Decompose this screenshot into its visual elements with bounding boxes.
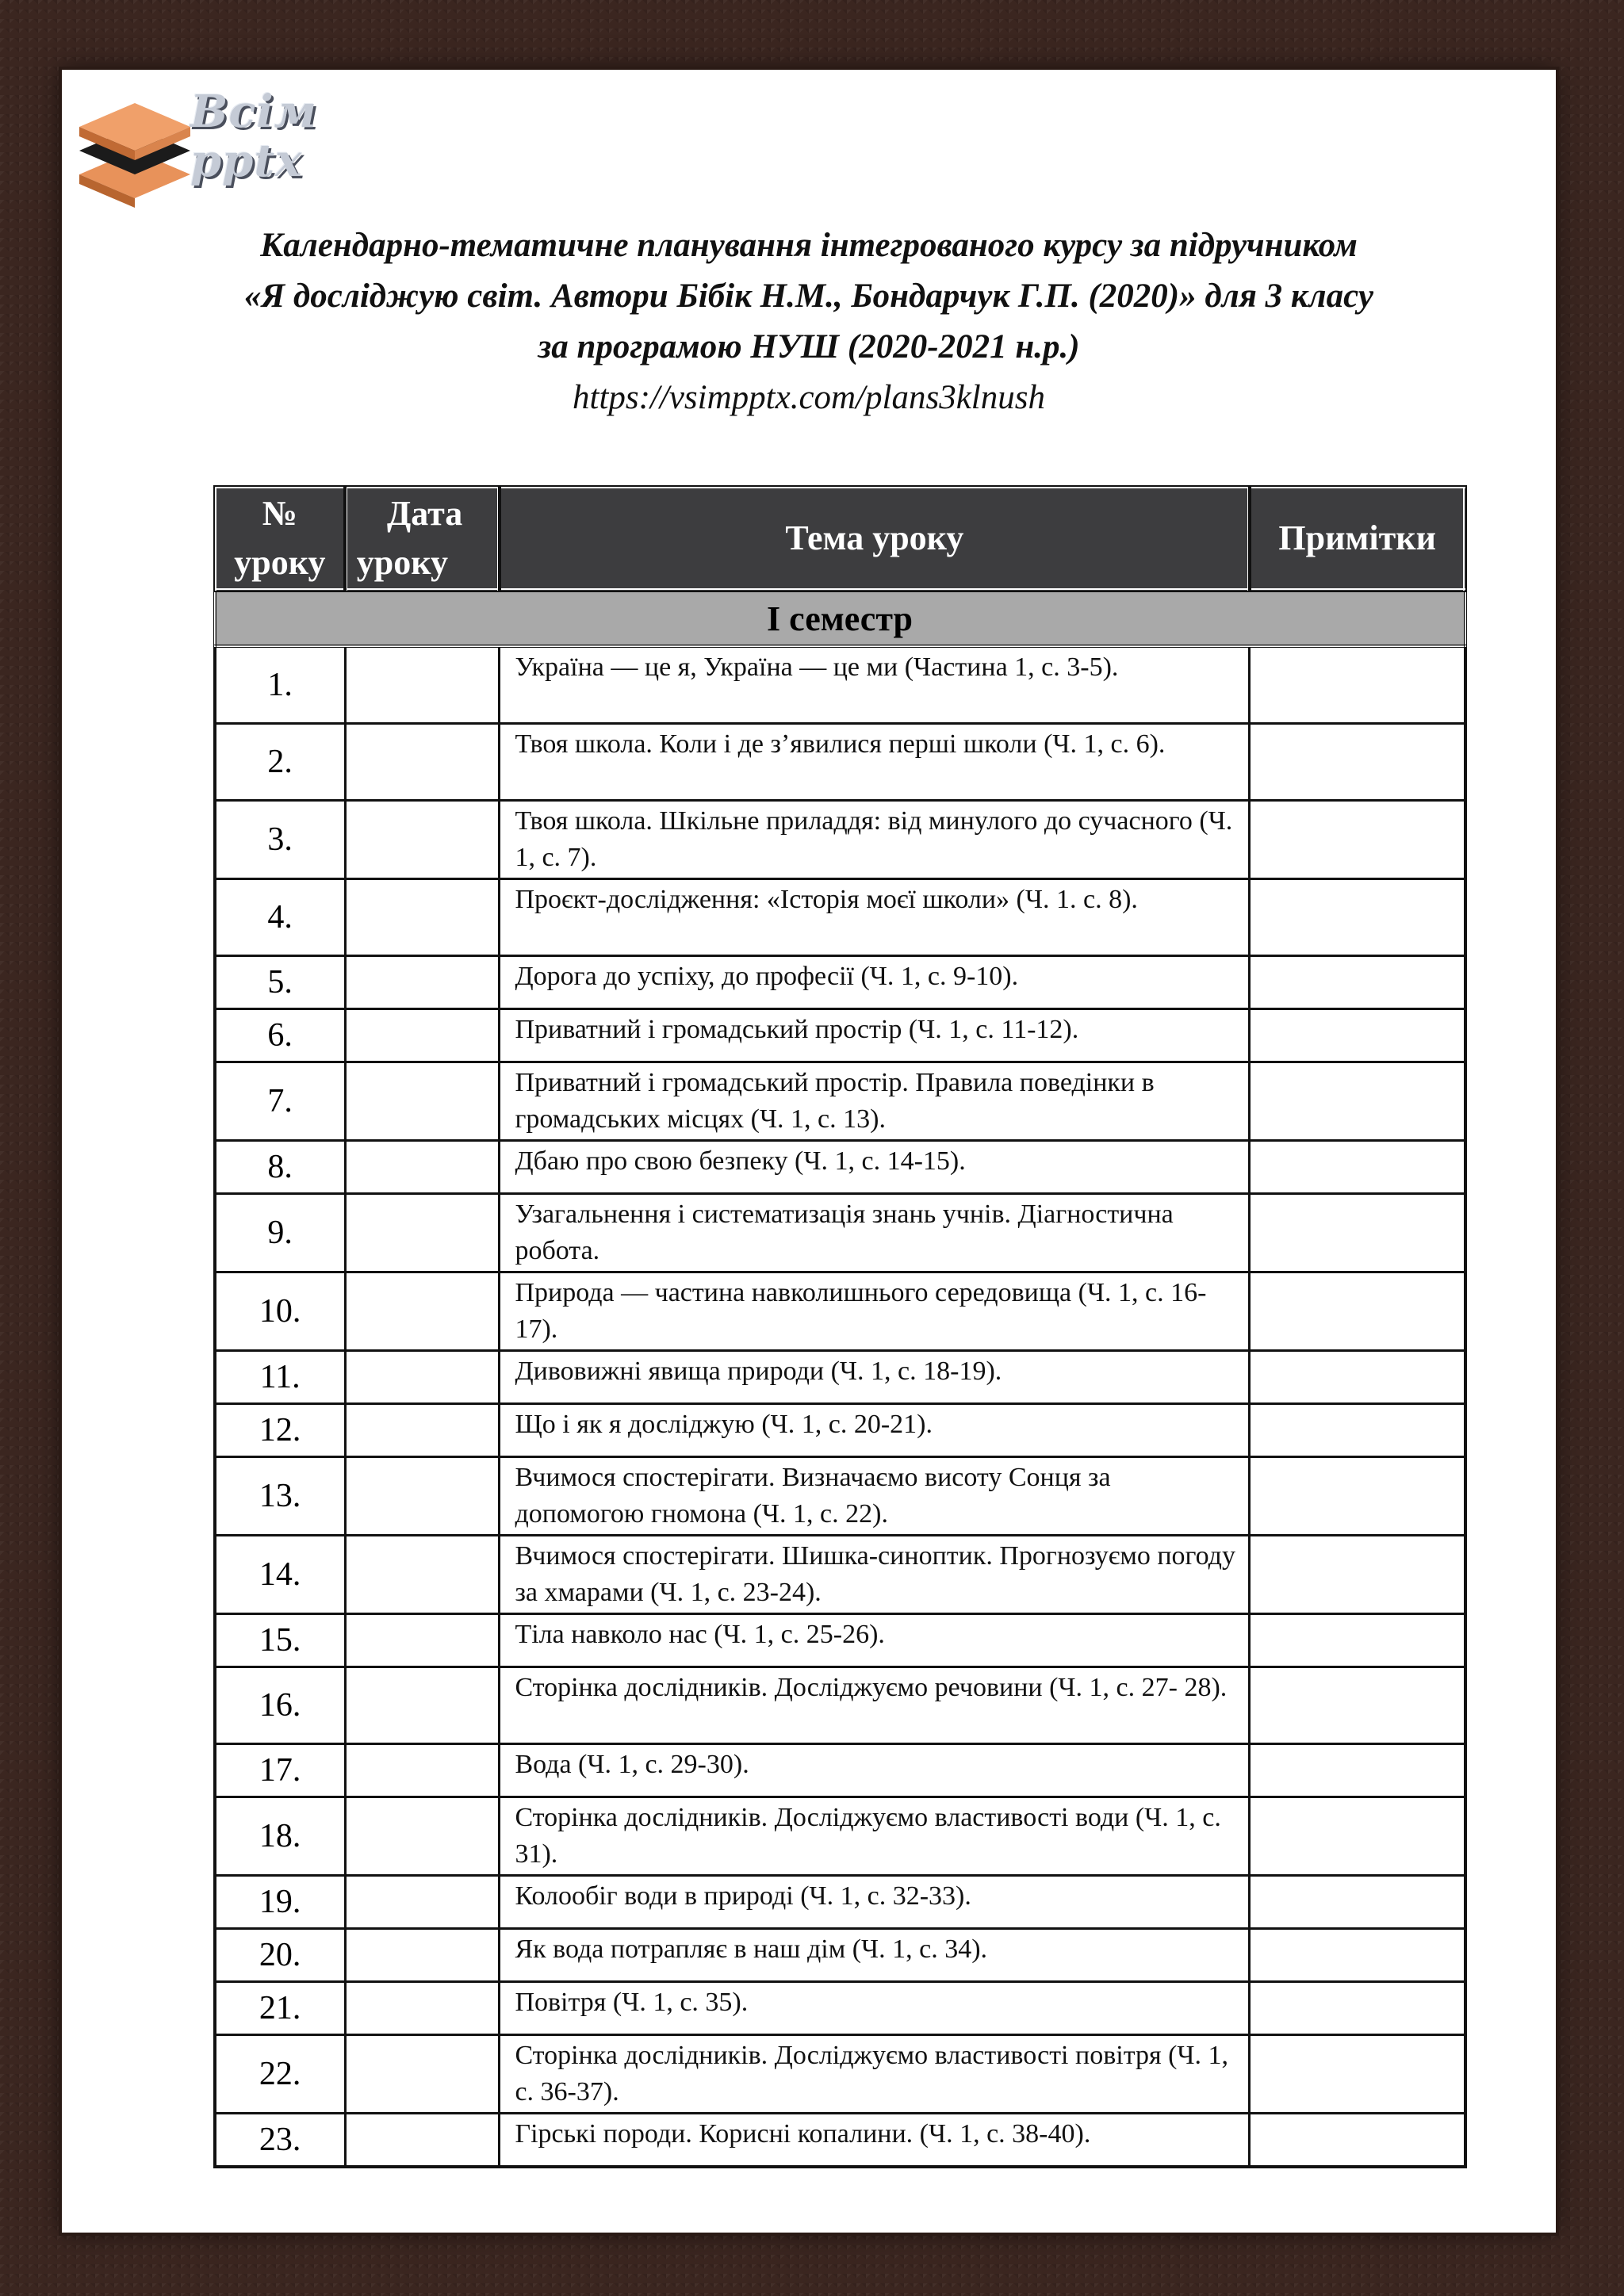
lesson-date-cell[interactable] — [345, 1272, 500, 1351]
lesson-topic-cell: Сторінка дослідників. Досліджуємо властивості води (Ч. 1, с. 31). — [500, 1797, 1250, 1876]
header-lesson-date: Дата уроку — [345, 487, 500, 591]
table-row — [215, 1982, 1465, 2035]
lesson-notes-cell[interactable] — [1250, 2035, 1465, 2114]
lesson-number-cell: 13. — [215, 1457, 346, 1536]
table-row — [215, 2114, 1465, 2168]
lesson-number-cell: 19. — [215, 1876, 346, 1929]
lesson-date-cell[interactable] — [345, 2114, 500, 2168]
lesson-date-cell[interactable] — [345, 956, 500, 1009]
lesson-notes-cell[interactable] — [1250, 879, 1465, 956]
table-row — [215, 956, 1465, 1009]
lesson-date-cell[interactable] — [345, 1876, 500, 1929]
lesson-topic-cell: Тіла навколо нас (Ч. 1, с. 25-26). — [500, 1614, 1250, 1667]
document-heading — [62, 220, 1556, 423]
table-row — [215, 2035, 1465, 2114]
table-row — [215, 1062, 1465, 1141]
lesson-number-cell: 18. — [215, 1797, 346, 1876]
lesson-topic-cell: Дивовижні явища природи (Ч. 1, с. 18-19). — [500, 1351, 1250, 1404]
lesson-topic-cell: Як вода потрапляє в наш дім (Ч. 1, с. 34). — [500, 1929, 1250, 1982]
lesson-number-cell: 10. — [215, 1272, 346, 1351]
heading-line-1: Календарно-тематичне планування інтегрованого курсу за підручником — [260, 227, 1358, 264]
lesson-notes-cell[interactable] — [1250, 1982, 1465, 2035]
table-row — [215, 1614, 1465, 1667]
lesson-date-cell[interactable] — [345, 1009, 500, 1062]
lesson-topic-cell: Твоя школа. Шкільне приладдя: від минулого до сучасного (Ч. 1, с. 7). — [500, 801, 1250, 879]
document-page — [62, 70, 1556, 2233]
heading-line-3: за програмою НУШ (2020-2021 н.р.) — [538, 328, 1080, 365]
lesson-date-cell[interactable] — [345, 1194, 500, 1272]
lesson-notes-cell[interactable] — [1250, 1351, 1465, 1404]
lesson-number-cell: 12. — [215, 1404, 346, 1457]
lesson-date-cell[interactable] — [345, 1614, 500, 1667]
lesson-notes-cell[interactable] — [1250, 2114, 1465, 2168]
lesson-topic-cell: Колообіг води в природі (Ч. 1, с. 32-33). — [500, 1876, 1250, 1929]
table-row — [215, 1876, 1465, 1929]
lesson-notes-cell[interactable] — [1250, 1536, 1465, 1614]
header-lesson-topic: Тема уроку — [500, 487, 1250, 591]
lesson-date-cell[interactable] — [345, 1929, 500, 1982]
logo-wordmark: Всім pptx — [190, 86, 317, 187]
lesson-notes-cell[interactable] — [1250, 1744, 1465, 1797]
lesson-topic-cell: Приватний і громадський простір. Правила поведінки в громадських місцях (Ч. 1, с. 13). — [500, 1062, 1250, 1141]
table-row — [215, 1457, 1465, 1536]
semester-row — [215, 591, 1465, 647]
lesson-date-cell[interactable] — [345, 879, 500, 956]
lesson-notes-cell[interactable] — [1250, 646, 1465, 724]
table-header-row — [215, 487, 1465, 591]
lesson-date-cell[interactable] — [345, 1457, 500, 1536]
lesson-topic-cell: Приватний і громадський простір (Ч. 1, с. 11-12). — [500, 1009, 1250, 1062]
lesson-number-cell: 23. — [215, 2114, 346, 2168]
semester-label: І семестр — [215, 591, 1465, 647]
lesson-notes-cell[interactable] — [1250, 956, 1465, 1009]
lesson-topic-cell: Проєкт-дослідження: «Історія моєї школи» (Ч. 1. с. 8). — [500, 879, 1250, 956]
lesson-topic-cell: Узагальнення і систематизація знань учнів. Діагностична робота. — [500, 1194, 1250, 1272]
lesson-topic-cell: Повітря (Ч. 1, с. 35). — [500, 1982, 1250, 2035]
lesson-number-cell: 15. — [215, 1614, 346, 1667]
lesson-number-cell: 16. — [215, 1667, 346, 1744]
lesson-number-cell: 5. — [215, 956, 346, 1009]
table-row — [215, 1536, 1465, 1614]
lesson-number-cell: 3. — [215, 801, 346, 879]
lesson-notes-cell[interactable] — [1250, 1062, 1465, 1141]
heading-line-2: «Я досліджую світ. Автори Бібік Н.М., Бондарчук Г.П. (2020)» для 3 класу — [244, 277, 1373, 315]
lesson-notes-cell[interactable] — [1250, 1272, 1465, 1351]
table-row — [215, 1797, 1465, 1876]
table-row — [215, 879, 1465, 956]
lesson-topic-cell: Природа — частина навколишнього середовища (Ч. 1, с. 16-17). — [500, 1272, 1250, 1351]
lesson-number-cell: 6. — [215, 1009, 346, 1062]
table-row — [215, 1667, 1465, 1744]
lesson-topic-cell: Вчимося спостерігати. Шишка-синоптик. Прогнозуємо погоду за хмарами (Ч. 1, с. 23-24). — [500, 1536, 1250, 1614]
table-row — [215, 801, 1465, 879]
lesson-date-cell[interactable] — [345, 1062, 500, 1141]
lesson-topic-cell: Вчимося спостерігати. Визначаємо висоту Сонця за допомогою гномона (Ч. 1, с. 22). — [500, 1457, 1250, 1536]
lesson-date-cell[interactable] — [345, 1141, 500, 1194]
lesson-date-cell[interactable] — [345, 1351, 500, 1404]
lesson-number-cell: 7. — [215, 1062, 346, 1141]
lesson-date-cell[interactable] — [345, 2035, 500, 2114]
site-logo[interactable] — [71, 79, 333, 214]
lesson-number-cell: 2. — [215, 724, 346, 801]
lesson-number-cell: 9. — [215, 1194, 346, 1272]
lesson-date-cell[interactable] — [345, 1536, 500, 1614]
lesson-topic-cell: Дбаю про свою безпеку (Ч. 1, с. 14-15). — [500, 1141, 1250, 1194]
lesson-notes-cell[interactable] — [1250, 801, 1465, 879]
lesson-topic-cell: Сторінка дослідників. Досліджуємо властивості повітря (Ч. 1, с. 36-37). — [500, 2035, 1250, 2114]
lesson-number-cell: 17. — [215, 1744, 346, 1797]
lesson-notes-cell[interactable] — [1250, 1404, 1465, 1457]
lesson-topic-cell: Вода (Ч. 1, с. 29-30). — [500, 1744, 1250, 1797]
lesson-notes-cell[interactable] — [1250, 1667, 1465, 1744]
table-row — [215, 646, 1465, 724]
lesson-topic-cell: Дорога до успіху, до професії (Ч. 1, с. 9-10). — [500, 956, 1250, 1009]
lesson-number-cell: 11. — [215, 1351, 346, 1404]
lesson-date-cell[interactable] — [345, 1404, 500, 1457]
lesson-date-cell[interactable] — [345, 1982, 500, 2035]
stacked-layers-icon — [71, 87, 198, 222]
lesson-topic-cell: Що і як я досліджую (Ч. 1, с. 20-21). — [500, 1404, 1250, 1457]
lesson-number-cell: 14. — [215, 1536, 346, 1614]
lesson-number-cell: 8. — [215, 1141, 346, 1194]
lesson-notes-cell[interactable] — [1250, 1457, 1465, 1536]
table-row — [215, 1744, 1465, 1797]
lesson-number-cell: 4. — [215, 879, 346, 956]
lesson-date-cell[interactable] — [345, 646, 500, 724]
lesson-notes-cell[interactable] — [1250, 1009, 1465, 1062]
table-row — [215, 1929, 1465, 1982]
source-url-link[interactable]: https://vsimpptx.com/plans3klnush — [573, 379, 1045, 416]
lesson-notes-cell[interactable] — [1250, 1141, 1465, 1194]
lesson-date-cell[interactable] — [345, 1667, 500, 1744]
lesson-number-cell: 20. — [215, 1929, 346, 1982]
lesson-notes-cell[interactable] — [1250, 1876, 1465, 1929]
lesson-number-cell: 21. — [215, 1982, 346, 2035]
lesson-notes-cell[interactable] — [1250, 1929, 1465, 1982]
header-lesson-number: № уроку — [215, 487, 346, 591]
lesson-date-cell[interactable] — [345, 1744, 500, 1797]
table-row — [215, 1009, 1465, 1062]
lesson-date-cell[interactable] — [345, 801, 500, 879]
table-row — [215, 1351, 1465, 1404]
lesson-number-cell: 22. — [215, 2035, 346, 2114]
lesson-topic-cell: Сторінка дослідників. Досліджуємо речовини (Ч. 1, с. 27- 28). — [500, 1667, 1250, 1744]
lesson-topic-cell: Твоя школа. Коли і де з’явилися перші школи (Ч. 1, с. 6). — [500, 724, 1250, 801]
lesson-date-cell[interactable] — [345, 1797, 500, 1876]
table-row — [215, 1141, 1465, 1194]
lesson-notes-cell[interactable] — [1250, 1194, 1465, 1272]
lesson-number-cell: 1. — [215, 646, 346, 724]
table-row — [215, 1272, 1465, 1351]
lesson-notes-cell[interactable] — [1250, 1614, 1465, 1667]
lesson-topic-cell: Гірські породи. Корисні копалини. (Ч. 1, с. 38-40). — [500, 2114, 1250, 2168]
lesson-notes-cell[interactable] — [1250, 724, 1465, 801]
table-row — [215, 1404, 1465, 1457]
table-row — [215, 1194, 1465, 1272]
header-notes: Примітки — [1250, 487, 1465, 591]
table-row — [215, 724, 1465, 801]
lesson-plan-table — [213, 484, 1467, 2168]
lesson-notes-cell[interactable] — [1250, 1797, 1465, 1876]
lesson-topic-cell: Україна — це я, Україна — це ми (Частина 1, с. 3-5). — [500, 646, 1250, 724]
lesson-date-cell[interactable] — [345, 724, 500, 801]
